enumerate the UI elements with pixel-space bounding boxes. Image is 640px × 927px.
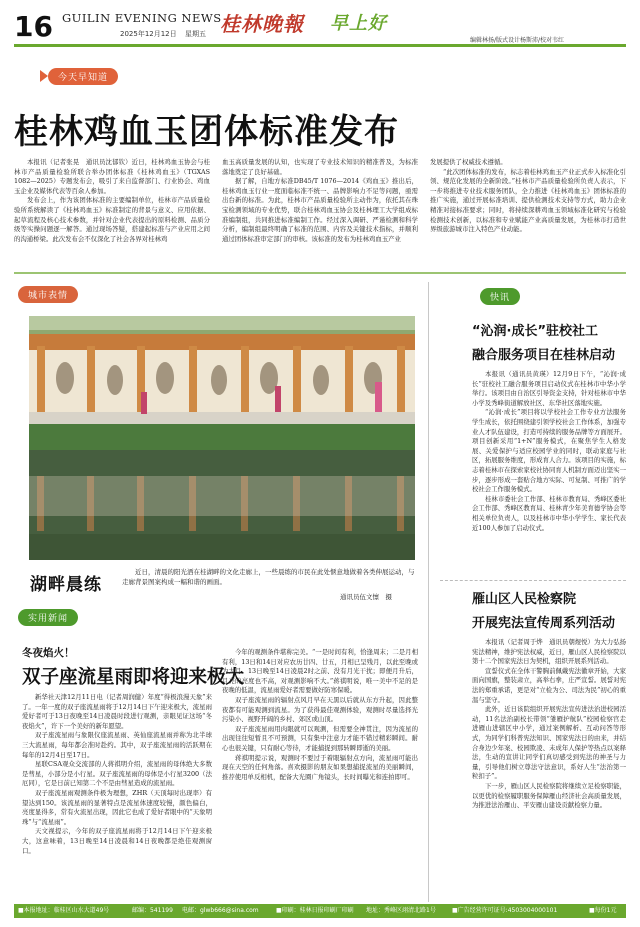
- paragraph: 本报讯（记者张晃 通讯员沈郁钦）近日，桂林鸡血玉协会与桂林市产品质量检验所联合举办团体标准《桂林鸡血玉》（TGXAS 1082—2025）专题发布会，吸引了来自监督部门、行业协会、鸡血玉企业及媒体代表等百余人参加。: [14, 158, 210, 195]
- paragraph: 今年的观测条件堪称完美。“一是时间有利，恰逢周末；二是月相有利，13日和14日对应农历廿四、廿五，月相已呈残月，以此至晚或为大月。13日晚至14日凌晨2时之前、没有月光干扰；即便月升后，月亮的亮度也不高，对观测影响不大。”蒋祺明说，唯一美中不足的是夜晚的低温，流星雨爱好者需要做好防寒保暖。: [222, 648, 418, 695]
- meteor-col1: [22, 693, 212, 856]
- meteor-kicker: 冬夜焰火！: [22, 647, 75, 659]
- main-story-col2: [222, 158, 418, 244]
- paragraph: 蒋祺明提示说，观测时不要过于着眼辐射点方向，流星雨可能出现在天空的任何角落。喜欢摄影的朋友如果想捕捉流星的美丽瞬间，推荐使用单反相机，配备大光圈广角镜头，长时间曝光和连拍即可。: [222, 753, 418, 781]
- yanshan-story-body: [472, 638, 626, 811]
- paragraph: 星联CSA观众交流部的人蒋祺明介绍，流星雨的母体绝大多数是彗星，小部分是小行星。双子座流星雨的母体是小行星3200（法厄同），它是日前已知第二个不是由彗星造成的流星雨。: [22, 760, 212, 788]
- page-number: 16: [14, 10, 53, 43]
- issue-weekday: 星期五: [185, 30, 206, 38]
- main-story-col1: [14, 158, 210, 244]
- paragraph: 此外，近日该院组织开展宪法宣传进法治进校园活动，11名法治副校长带领“雏雁护航队”校园检察官走进雁山进辖区中小学，通过案例解析、互动问答等形式，为同学们科普宪法知识、国家宪法日的由来，并结合身边少年案、校园欺凌、未成年人保护等热点以案释法，生动的宣讲让同学们真切感受到宪法的神圣与力量，引导他们树立尊法守法意识，系好人生“法治第一粒扣子”。: [472, 705, 626, 781]
- editors-line: 编辑林扬/版式设计杨斯沛/校对韦红: [470, 37, 565, 44]
- section-tag-practical: 实用新闻: [18, 609, 78, 626]
- paragraph: 发展提供了权威技术遵循。: [430, 158, 507, 166]
- paragraph: 血玉高质量发展的认知，也实现了专业技术知识的精准普及，为标准落地奠定了良好基础。: [222, 158, 418, 176]
- paragraph: 双子座流星雨观测条件极为理想，ZHR（天顶每时出现率）有望达到150。该流星雨的显著特点是流星体速度较慢，颜色偏白，亮度显得多，常有火流星出现，因此它也成了爱好者眼中的“天象明珠”与“流星雨”。: [22, 788, 212, 826]
- social-headline-line2: 融合服务项目在桂林启动: [472, 348, 616, 363]
- section-divider: [14, 272, 626, 274]
- footer-address: ■本报地址：临桂区山水大道49号: [18, 907, 110, 914]
- meteor-headline: 双子座流星雨即将迎来极大: [22, 667, 245, 688]
- paragraph: 下一步，雁山区人民检察院将继续立足检察职能，以更优的检察履职服务保障雁山经济社会高质量发展，为推进法治雁山、平安雁山建设贡献检察力量。: [472, 781, 626, 810]
- meteor-col2: [222, 648, 418, 782]
- paper-name: GUILIN EVENING NEWS: [62, 11, 222, 25]
- paragraph: 据了解，自地方标准DB45/T 1076—2014《鸡血玉》推出后，桂林鸡血玉行业一度面临标准不统一、品牌影响力不足等问题，亟需出台新的标准。为此，桂林市产品质量检验所主动作为，依托其在珠宝检测领域的专业优势，联合桂林鸡血玉协会及桂林理工大学组成标准编制组，共同推进标准编制工作。经过深入调研、严谨检测和科学分析，编制组最终明确了标准的范围、内容及关键技术指标，并顺利通过团体标准审定部门的审核。该标准的发布为桂林鸡血玉产业: [222, 177, 418, 243]
- paragraph: 双子座流星雨与象限仪座流星雨、英仙座流星雨并称为北半球三大流星雨，每年都会准时赴约。其中，双子座流星雨的活跃期在每年的12月4日至17日。: [22, 731, 212, 759]
- paragraph: “沁润·成长”项目将以学校社会工作专业方法服务学生成长，依托围绕建引领学校社会工作体系，加强专业人才队伍建设，打造可持续的服务品牌等方面展开。项目创新采用“1+N”服务模式，在聚焦学生人格发展、关爱保护与适应校园学业的同时，联动家庭与社区，拓展服务维度，形成育人合力。该项目的实施，标志着桂林市在探索家校社协同育人机制方面迈出坚实一步，逐步形成一套贴合地方实际、可复制、可推广的学校社会工作服务模式。: [472, 408, 626, 494]
- paragraph: 宣誓仪式在全体干警胸前佩戴宪法徽章开始，大家面向国旗，整装肃立，高举右拳，庄严宣誓。展誓对宪法的郑重承诺，更是对“立检为公、司法为民”初心的重温与坚守。: [472, 666, 626, 704]
- section-logo: 早上好: [330, 13, 387, 34]
- footer-price: ■每份1元: [589, 907, 617, 914]
- column-rule: [428, 282, 429, 902]
- social-headline-line1: “沁润·成长”驻校社工: [472, 324, 599, 339]
- paragraph: 桂林市委社会工作部、桂林市教育局、秀峰区委社会工作部、秀峰区教育局、桂林青少年美育德学协会等相关单位负责人，以及桂林市中华小学学生、家长代表近100人参加了启动仪式。: [472, 494, 626, 532]
- paragraph: 发布会上，作为该团体标准的主要编制单位，桂林市产品质量检验所系统解读了《桂林鸡血玉》标准制定的背景与意义、应用依据、起草流程及核心技术参数，并针对企业代表提出的原料检测、品质分级等实操问题逐一解答。通过现场答疑，搭建起标准与产业应用之间的沟通桥梁。此次发布会不仅深化了社会各界对桂林鸡: [14, 196, 210, 243]
- tag-arrow-icon: [40, 70, 48, 82]
- photo-title: 湖畔晨练: [30, 575, 102, 595]
- yanshan-headline-line1: 雁山区人民检察院: [472, 592, 577, 607]
- paragraph: 新华社天津12月11日电（记者周润健）年度“得极浪漫天象”来了。一年一度的双子座流星雨将于12月14日下午迎来极大，流星雨爱好者可于13日夜晚至14日凌晨时段进行观测，亲眼见证这场“冬夜焰火”，许下一个美好的新年愿望。: [22, 693, 212, 730]
- footer-bar: [14, 904, 626, 918]
- footer-license: ■广告经营许可证号:4503004000101: [452, 907, 558, 914]
- footer-printer: ■印刷：桂林日报印刷厂印刷: [276, 907, 354, 914]
- paragraph: 双子座流星雨的辐射点风月早在天黑以后就从东方升起，因此整夜都有可能观测到流星。为了获得最佳观测体验，观测时尽量选择光污染小、视野开阔的乡村、郊区或山顶。: [222, 695, 418, 724]
- issue-date: 2025年12月12日: [120, 30, 177, 38]
- paragraph: 天文视提示，今年的双子座流星雨将于12月14日下午迎来极大，这意味着，13日晚至14日凌晨和14日夜晚都是绝佳观测窗口。: [22, 827, 212, 855]
- section-tag-brief: 快讯: [480, 288, 520, 305]
- story-divider: [440, 580, 626, 581]
- main-story-col3: [430, 158, 626, 235]
- paragraph: “此次团体标准的发布，标志着桂林鸡血玉产业正式步入标准化引领、规范化发展的全新阶段。”桂林市产品质量检验所负责人表示，下一步将推进专业技术服务团队，全力推进《桂林鸡血玉》团体标准的推广实施，通过开展标准培训、提供检测技术支持等方式，助力企业精准对接标准要求；同时，将持续深耕鸡血玉领域标准化研究与检验检测技术创新，以标准和专业赋能产业高质量发展，为桂林市打造世界级旅游城市注入特色产业动能。: [430, 167, 626, 234]
- masthead: [0, 0, 640, 44]
- section-tag-city: 城市表情: [18, 286, 78, 303]
- yanshan-headline-line2: 开展宪法宣传周系列活动: [472, 616, 616, 631]
- paragraph: 本报讯（通讯员黄瑛）12月9日下午，“沁润·成长”驻校社工融合服务项目启动仪式在桂林市中华小学举行。该项目由自治区引导资金支持，针对桂林市中华小学及秀峰街道解放社区、东华社区落地实施。: [472, 370, 626, 407]
- lakeside-photo: [29, 316, 415, 560]
- masthead-divider: [14, 44, 626, 47]
- main-headline: 桂林鸡血玉团体标准发布: [14, 112, 399, 152]
- paragraph: 双子座流星雨用肉眼就可以观测，但需要全神贯注，因为流星的出现往往短暂且不可预测，只有集中注意力才能不错过精彩瞬间。耐心也很关键，只有耐心等待，才能捕捉到那转瞬即逝的美丽。: [222, 724, 418, 752]
- brand-logo: 桂林晚報: [220, 12, 304, 36]
- section-tag-today: 今天早知道: [48, 68, 118, 85]
- paragraph: 本报讯（记者周于烨 通讯员朝煜悦）为大力弘扬宪法精神，维护宪法权威，近日，雁山区人民检察院以第十二个国家宪法日为契机，组织开展系列活动。: [472, 638, 626, 666]
- photo-caption: 近日，清晨的阳光洒在桂湖畔的文化走廊上，一些晨练的市民在此处惬意地做着各类伸展运动，与走廊背景图案构成一幅和谐的画面。: [122, 568, 415, 586]
- social-story-body: [472, 370, 626, 533]
- footer-printer-address: 地址：秀峰区翊清北路1号: [366, 907, 436, 914]
- footer-postcode: 邮编：541199: [132, 907, 173, 914]
- photo-credit: 通讯员伍文懔 摄: [340, 593, 392, 601]
- footer-email: 电邮：glwb666@sina.com: [182, 907, 259, 914]
